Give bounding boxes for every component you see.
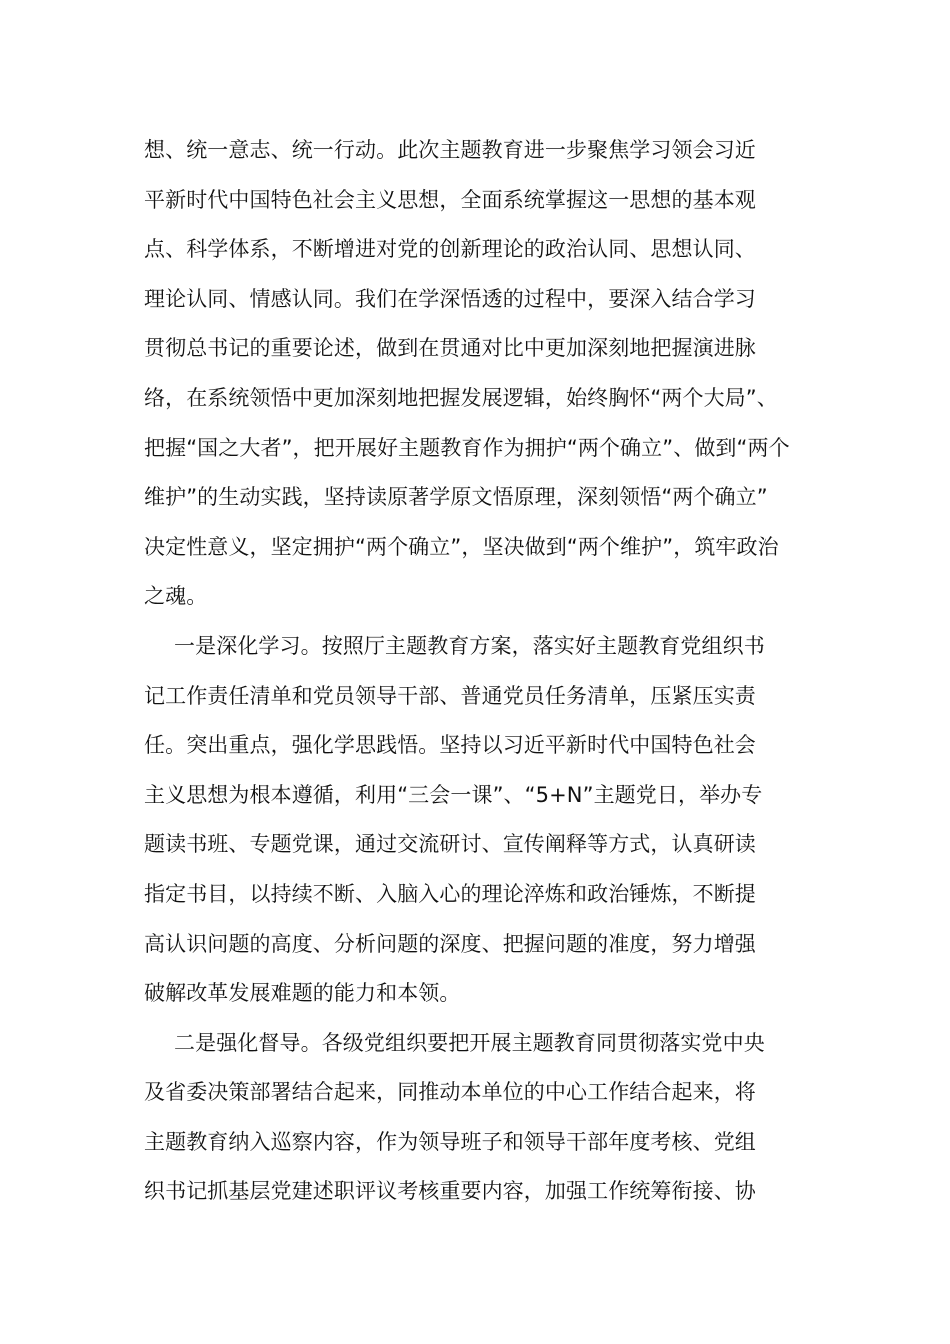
text-line: 点、科学体系，不断增进对党的创新理论的政治认同、思想认同、 <box>144 237 756 262</box>
body-text <box>144 126 808 1217</box>
text-line: 高认识问题的高度、分析问题的深度、把握问题的准度，努力增强 <box>144 931 756 956</box>
paragraph-start-line: 二是强化督导。各级党组织要把开展主题教育同贯彻落实党中央 <box>174 1030 765 1055</box>
text-line: 主义思想为根本遵循，利用“三会一课”、“5+N”主题党日，举办专 <box>144 782 763 807</box>
text-line: 织书记抓基层党建述职评议考核重要内容，加强工作统筹衔接、协 <box>144 1179 756 1204</box>
text-line: 理论认同、情感认同。我们在学深悟透的过程中，要深入结合学习 <box>144 286 756 311</box>
text-line: 维护”的生动实践，坚持读原著学原文悟原理，深刻领悟“两个确立” <box>144 485 768 510</box>
text-line: 平新时代中国特色社会主义思想，全面系统掌握这一思想的基本观 <box>144 187 756 212</box>
text-line: 之魂。 <box>144 584 208 609</box>
text-line: 主题教育纳入巡察内容，作为领导班子和领导干部年度考核、党组 <box>144 1129 756 1154</box>
text-line: 把握“国之大者”，把开展好主题教育作为拥护“两个确立”、做到“两个 <box>144 435 790 460</box>
text-line: 指定书目，以持续不断、入脑入心的理论淬炼和政治锤炼，不断提 <box>144 881 756 906</box>
text-line: 贯彻总书记的重要论述，做到在贯通对比中更加深刻地把握演进脉 <box>144 336 756 361</box>
text-line: 想、统一意志、统一行动。此次主题教育进一步聚焦学习领会习近 <box>144 138 756 162</box>
text-line: 络，在系统领悟中更加深刻地把握发展逻辑，始终胸怀“两个大局”、 <box>144 385 778 410</box>
text-line: 记工作责任清单和党员领导干部、普通党员任务清单，压紧压实责 <box>144 683 756 708</box>
text-line: 任。突出重点，强化学思践悟。坚持以习近平新时代中国特色社会 <box>144 733 756 758</box>
text-line: 题读书班、专题党课，通过交流研讨、宣传阐释等方式，认真研读 <box>144 832 756 857</box>
text-line: 决定性意义，坚定拥护“两个确立”，坚决做到“两个维护”，筑牢政治 <box>144 534 779 559</box>
text-line: 及省委决策部署结合起来，同推动本单位的中心工作结合起来，将 <box>144 1080 756 1105</box>
text-line: 破解改革发展难题的能力和本领。 <box>144 981 461 1006</box>
paragraph-start-line: 一是深化学习。按照厅主题教育方案，落实好主题教育党组织书 <box>174 633 765 658</box>
